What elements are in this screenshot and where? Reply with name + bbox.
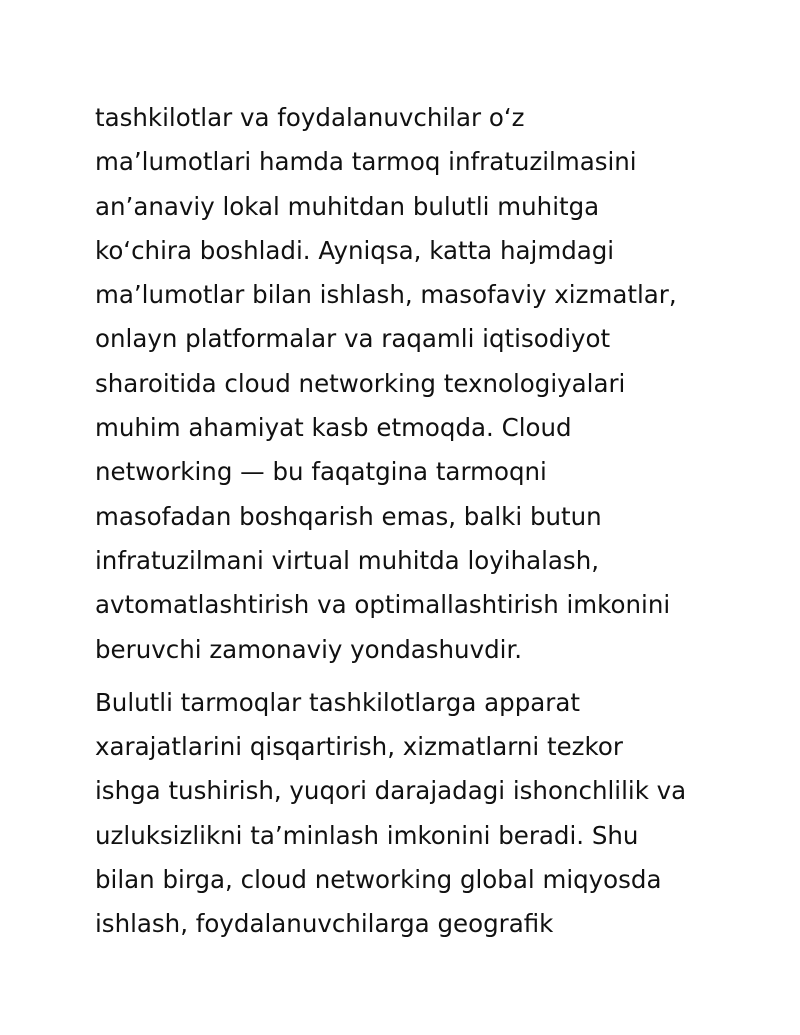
- text-line: ma’lumotlar bilan ishlash, masofaviy xizmatlar,: [95, 280, 677, 310]
- text-line: ishga tushirish, yuqori darajadagi ishonchlilik va: [95, 776, 687, 806]
- text-line: Bulutli tarmoqlar tashkilotlarga apparat: [95, 687, 580, 717]
- text-line: masofadan boshqarish emas, balki butun: [95, 501, 602, 531]
- text-line: ko‘chira boshladi. Ayniqsa, katta hajmdagi: [95, 235, 615, 265]
- text-line: ishlash, foydalanuvchilarga geografik: [95, 909, 554, 939]
- document-body: [95, 96, 705, 947]
- paragraph-1: [95, 96, 705, 672]
- text-line: an’anaviy lokal muhitdan bulutli muhitga: [95, 191, 600, 221]
- text-line: beruvchi zamonaviy yondashuvdir.: [95, 634, 523, 664]
- text-line: onlayn platformalar va raqamli iqtisodiyot: [95, 324, 611, 354]
- text-line: xarajatlarini qisqartirish, xizmatlarni tezkor: [95, 732, 623, 762]
- text-line: infratuzilmani virtual muhitda loyihalash,: [95, 545, 600, 575]
- text-line: ma’lumotlari hamda tarmoq infratuzilmasini: [95, 147, 637, 177]
- text-line: networking — bu faqatgina tarmoqni: [95, 457, 547, 487]
- text-line: sharoitida cloud networking texnologiyalari: [95, 368, 626, 398]
- text-line: avtomatlashtirish va optimallashtirish imkonini: [95, 590, 671, 620]
- text-line: muhim ahamiyat kasb etmoqda. Cloud: [95, 413, 572, 443]
- paragraph-2: [95, 681, 705, 947]
- text-line: uzluksizlikni ta’minlash imkonini beradi. Shu: [95, 820, 639, 850]
- text-line: tashkilotlar va foydalanuvchilar o‘z: [95, 103, 525, 132]
- text-line: bilan birga, cloud networking global miqyosda: [95, 865, 662, 895]
